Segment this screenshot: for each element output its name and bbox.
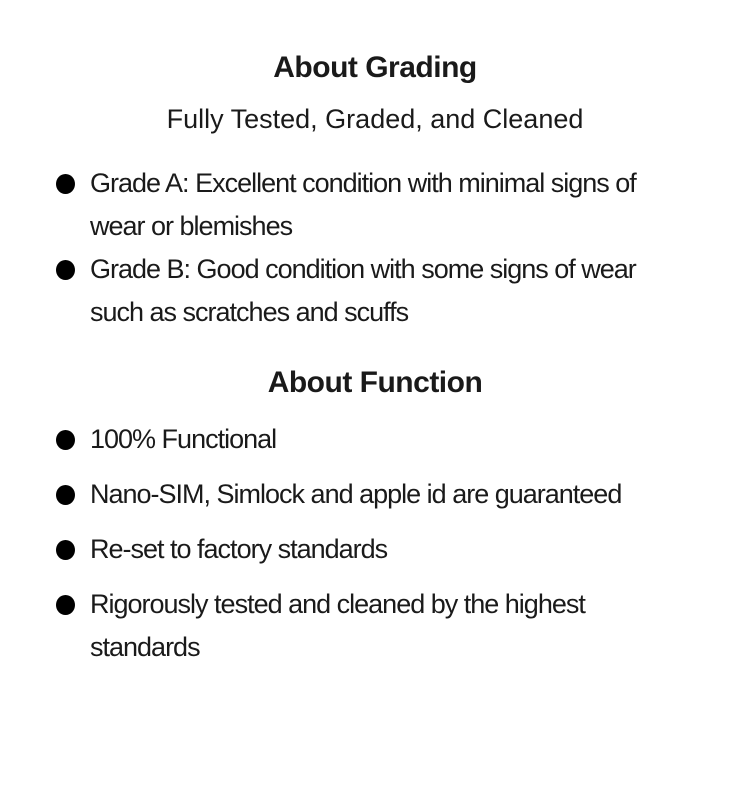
- list-item: [56, 583, 670, 669]
- list-item: [56, 473, 670, 516]
- grading-item-text: Grade B: Good condition with some signs of wear such as scratches and scuffs: [90, 254, 636, 327]
- list-item: [56, 528, 670, 571]
- grading-subtitle: Fully Tested, Graded, and Cleaned: [166, 104, 584, 134]
- function-list: [0, 418, 750, 669]
- grading-list: [0, 162, 750, 334]
- bullet-icon: [56, 260, 75, 280]
- list-item: [56, 418, 670, 461]
- about-function-title: About Function: [267, 366, 483, 399]
- about-grading-title: About Grading: [273, 51, 477, 84]
- function-item-text: 100% Functional: [90, 424, 277, 454]
- list-item: [56, 162, 670, 248]
- grading-item-text: Grade A: Excellent condition with minimal signs of wear or blemishes: [90, 168, 636, 241]
- function-item-text: Nano-SIM, Simlock and apple id are guaranteed: [90, 479, 622, 509]
- bullet-icon: [56, 540, 75, 560]
- about-grading-section: [0, 51, 750, 334]
- function-item-text: Rigorously tested and cleaned by the highest standards: [90, 589, 585, 662]
- product-info-page: [0, 51, 750, 801]
- about-function-section: [0, 366, 750, 669]
- bullet-icon: [56, 595, 75, 615]
- bullet-icon: [56, 485, 75, 505]
- function-item-text: Re-set to factory standards: [90, 534, 388, 564]
- list-item: [56, 248, 670, 334]
- bullet-icon: [56, 174, 75, 194]
- bullet-icon: [56, 430, 75, 450]
